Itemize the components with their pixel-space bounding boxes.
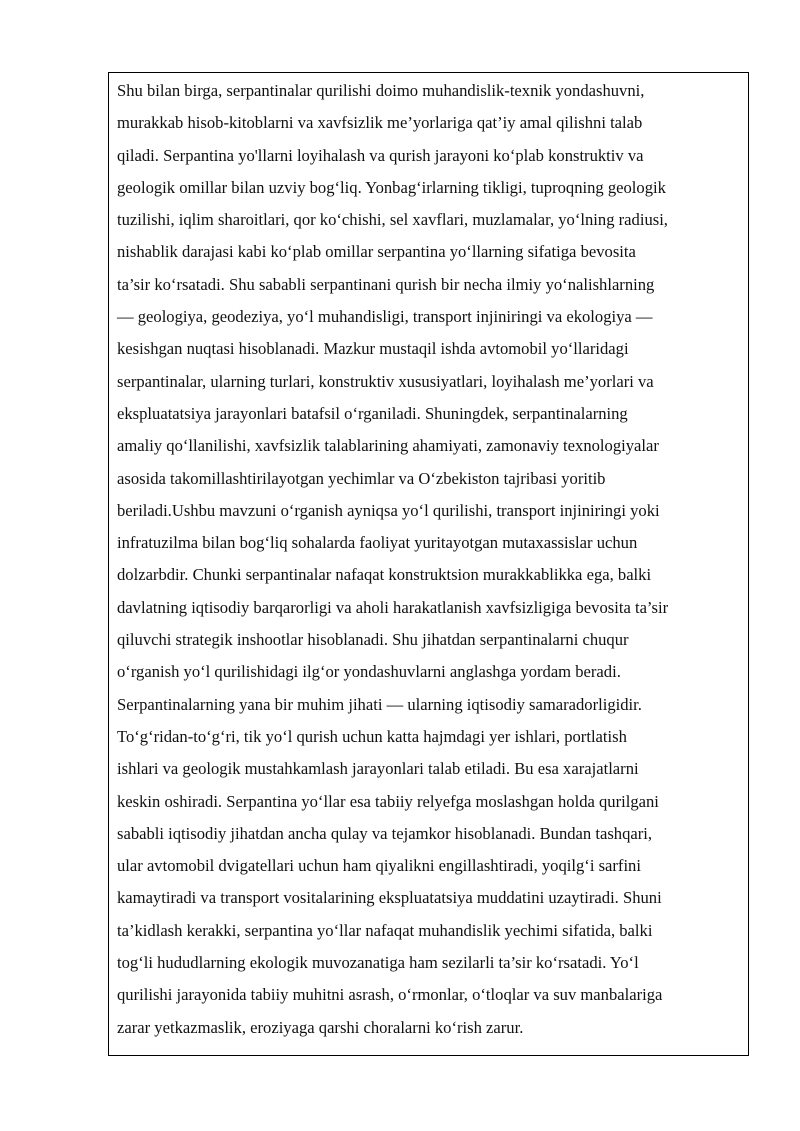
text-line: beriladi.Ushbu mavzuni o‘rganish ayniqsa yo‘l qurilishi, transport injiniringi yoki bbox=[117, 500, 660, 520]
text-line: keskin oshiradi. Serpantina yo‘llar esa tabiiy relyefga moslashgan holda qurilgani bbox=[117, 791, 659, 811]
text-line: o‘rganish yo‘l qurilishidagi ilg‘or yondashuvlarni anglashga yordam beradi. bbox=[117, 662, 621, 682]
text-frame bbox=[108, 72, 749, 1056]
text-line: qurilishi jarayonida tabiiy muhitni asrash, o‘rmonlar, o‘tloqlar va suv manbalariga bbox=[117, 985, 663, 1005]
text-line: kesishgan nuqtasi hisoblanadi. Mazkur mustaqil ishda avtomobil yo‘llaridagi bbox=[117, 339, 629, 359]
text-line: ekspluatatsiya jarayonlari batafsil o‘rganiladi. Shuningdek, serpantinalarning bbox=[117, 403, 628, 423]
text-line: To‘g‘ridan-to‘g‘ri, tik yo‘l qurish uchun katta hajmdagi yer ishlari, portlatish bbox=[117, 726, 627, 746]
text-line: — geologiya, geodeziya, yo‘l muhandisligi, transport injiniringi va ekologiya — bbox=[117, 307, 653, 327]
text-line: kamaytiradi va transport vositalarining ekspluatatsiya muddatini uzaytiradi. Shuni bbox=[117, 888, 662, 908]
text-line: ishlari va geologik mustahkamlash jarayonlari talab etiladi. Bu esa xarajatlarni bbox=[117, 759, 639, 779]
text-line: nishablik darajasi kabi ko‘plab omillar serpantina yo‘llarning sifatiga bevosita bbox=[117, 242, 636, 262]
text-line: zarar yetkazmaslik, eroziyaga qarshi choralarni ko‘rish zarur. bbox=[117, 1017, 524, 1037]
text-line: davlatning iqtisodiy barqarorligi va aholi harakatlanish xavfsizligiga bevosita ta’sir bbox=[117, 597, 669, 617]
text-line: geologik omillar bilan uzviy bog‘liq. Yonbag‘irlarning tikligi, tuproqning geologik bbox=[117, 177, 666, 197]
text-line: amaliy qo‘llanilishi, xavfsizlik talablarining ahamiyati, zamonaviy texnologiyalar bbox=[117, 436, 659, 456]
text-line: ular avtomobil dvigatellari uchun ham qiyalikni engillashtiradi, yoqilg‘i sarfini bbox=[117, 856, 641, 876]
text-line: qiladi. Serpantina yo'llarni loyihalash va qurish jarayoni ko‘plab konstruktiv va bbox=[117, 145, 644, 165]
text-line: infratuzilma bilan bog‘liq sohalarda faoliyat yuritayotgan mutaxassislar uchun bbox=[117, 533, 638, 553]
text-line: murakkab hisob-kitoblarni va xavfsizlik me’yorlariga qat’iy amal qilishni talab bbox=[117, 113, 643, 133]
text-line: asosida takomillashtirilayotgan yechimlar va O‘zbekiston tajribasi yoritib bbox=[117, 468, 606, 488]
text-line: serpantinalar, ularning turlari, konstruktiv xususiyatlari, loyihalash me’yorlari va bbox=[117, 371, 654, 391]
text-line: Serpantinalarning yana bir muhim jihati — ularning iqtisodiy samaradorligidir. bbox=[117, 694, 642, 714]
text-line: dolzarbdir. Chunki serpantinalar nafaqat konstruktsion murakkablikka ega, balki bbox=[117, 565, 652, 585]
text-line: tuzilishi, iqlim sharoitlari, qor ko‘chishi, sel xavflari, muzlamalar, yo‘lning radiusi, bbox=[117, 210, 668, 230]
text-line: qiluvchi strategik inshootlar hisoblanadi. Shu jihatdan serpantinalarni chuqur bbox=[117, 630, 629, 650]
text-line: Shu bilan birga, serpantinalar qurilishi doimo muhandislik-texnik yondashuvni, bbox=[117, 81, 645, 100]
text-line: tog‘li hududlarning ekologik muvozanatiga ham sezilarli ta’sir ko‘rsatadi. Yo‘l bbox=[117, 953, 639, 973]
text-line: ta’sir ko‘rsatadi. Shu sababli serpantinani qurish bir necha ilmiy yo‘nalishlarning bbox=[117, 274, 655, 294]
text-line: sababli iqtisodiy jihatdan ancha qulay va tejamkor hisoblanadi. Bundan tashqari, bbox=[117, 823, 653, 843]
text-line: ta’kidlash kerakki, serpantina yo‘llar nafaqat muhandislik yechimi sifatida, balki bbox=[117, 920, 653, 940]
